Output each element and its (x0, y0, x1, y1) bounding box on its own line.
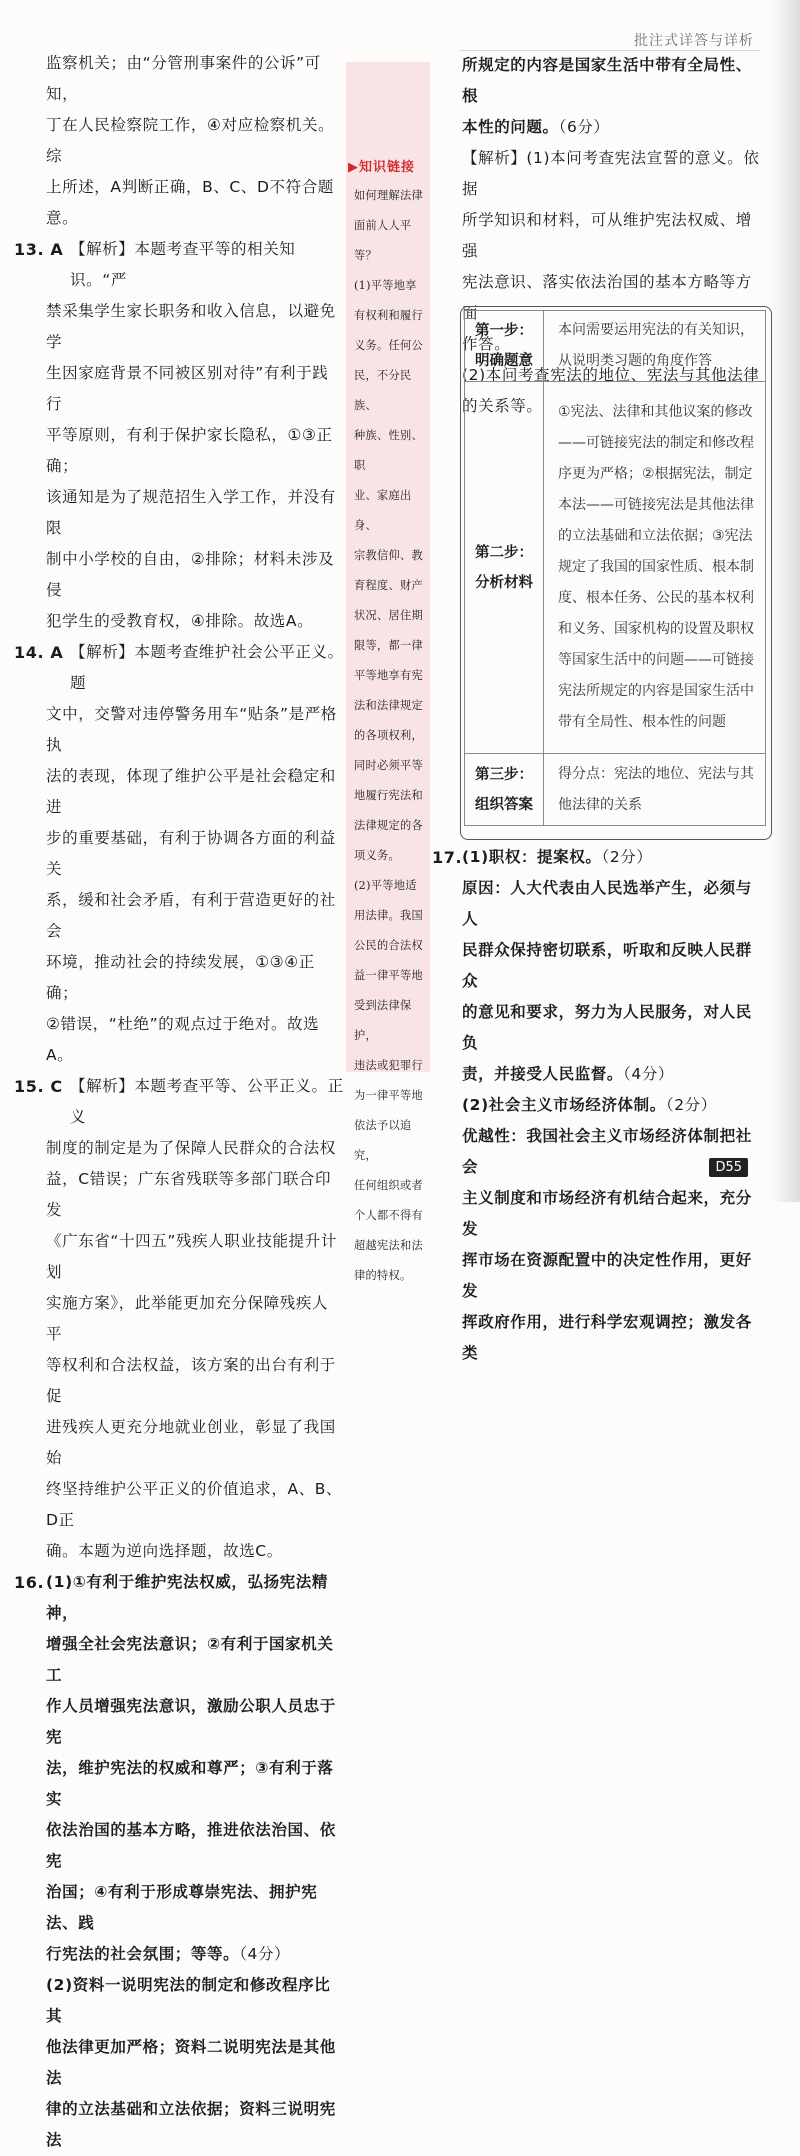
question-15 (14, 1071, 344, 1567)
answer-line: 主义制度和市场经济有机结合起来，充分发 (462, 1189, 752, 1238)
left-column (14, 48, 344, 2156)
step-content: 得分点：宪法的地位、宪法与其他法律的关系 (544, 754, 766, 826)
sidebar-line: (2)平等地适 (354, 879, 417, 892)
answer-line: 所规定的内容是国家生活中带有全局性、根 (462, 56, 752, 105)
table-row (465, 754, 766, 826)
step-label-line: 组织答案 (475, 796, 533, 813)
question-17 (432, 842, 766, 1369)
answer-line: 作人员增强宪法意识，激励公职人员忠于宪 (46, 1697, 336, 1746)
answer-line-with-score (462, 1059, 766, 1090)
answer-line: 确。本题为逆向选择题，故选C。 (46, 1542, 283, 1560)
answer-line: 挥市场在资源配置中的决定性作用，更好发 (462, 1251, 752, 1300)
answer-line: ②错误，“杜绝”的观点过于绝对。故选A。 (46, 1015, 320, 1064)
sidebar-line: 法律规定的各 (354, 819, 423, 832)
answer-line: 治国；④有利于形成尊崇宪法、拥护宪法、践 (46, 1883, 318, 1932)
answer-line: 的意见和要求，努力为人民服务，对人民负 (462, 1003, 752, 1052)
answer-line: 原因：人大代表由人民选举产生，必须与人 (462, 879, 752, 928)
answer-line: (2)资料一说明宪法的制定和修改程序比其 (46, 1976, 331, 2025)
sidebar-line: (1)平等地享 (354, 279, 417, 292)
answer-line: 实施方案》，此举能更加充分保障残疾人平 (46, 1294, 329, 1343)
sidebar-line: 民，不分民族、 (354, 369, 412, 412)
step-label (465, 311, 544, 382)
answer-line: 禁采集学生家长职务和收入信息，以避免学 (46, 302, 336, 351)
sidebar-line: 义务。任何公 (354, 339, 423, 352)
score-label: （4分） (623, 1065, 675, 1083)
answer-steps-table (464, 310, 766, 826)
analysis-line: 宪法意识、落实依法治国的基本方略等方面 (462, 273, 752, 322)
answer-line: 犯学生的受教育权，④排除。故选A。 (46, 612, 314, 630)
answer-line-with-score (46, 1939, 344, 1970)
sidebar-line: 同时必须平等 (354, 759, 423, 772)
sidebar-line: 任何组织或者 (354, 1179, 423, 1192)
page-edge-shadow (770, 0, 800, 1202)
question-14 (14, 637, 344, 1071)
sidebar-line: 公民的合法权 (354, 939, 423, 952)
sidebar-line: 状况、居住期 (354, 609, 423, 622)
answer-line: 【解析】本题考查平等的相关知识。“严 (70, 240, 296, 289)
analysis-line: 的关系等。 (462, 397, 543, 415)
sidebar-line: 个人都不得有 (354, 1209, 423, 1222)
score-label: （6分） (558, 118, 610, 136)
step-label-line: 第一步： (475, 323, 533, 339)
score-label: （2分） (601, 848, 653, 866)
sidebar-line: 项义务。 (354, 849, 400, 862)
analysis-line: (2)本问考查宪法的地位、宪法与其他法律 (462, 366, 760, 384)
step-label-line: 第三步： (475, 766, 533, 783)
answer-line-with-score (462, 112, 762, 143)
answer-line: 系，缓和社会矛盾，有利于营造更好的社会 (46, 891, 336, 940)
answer-line: 责，并接受人民监督。 (462, 1065, 624, 1083)
answer-line: 优越性：我国社会主义市场经济体制把社会 (462, 1127, 752, 1176)
question-13 (14, 234, 344, 637)
answer-line: 进残疾人更充分地就业创业，彰显了我国始 (46, 1418, 336, 1467)
sidebar-line: 法和法律规定 (354, 699, 423, 712)
score-label: （4分） (239, 1945, 291, 1963)
answer-line: 民群众保持密切联系，听取和反映人民群众 (462, 941, 752, 990)
answer-line: 法的表现，体现了维护公平是社会稳定和进 (46, 767, 336, 816)
continuation-line: 监察机关；由“分管刑事案件的公诉”可知， (46, 54, 321, 103)
step-label-line: 分析材料 (475, 574, 533, 591)
analysis-line: 【解析】(1)本问考查宪法宣誓的意义。依据 (462, 149, 760, 198)
step-label (465, 754, 544, 826)
question-14-number: 14. A (14, 643, 64, 662)
answer-line: (1)①有利于维护宪法权威，弘扬宪法精神， (46, 1573, 328, 1622)
answer-line: 本性的问题。 (462, 118, 559, 136)
sidebar-line: 育程度、财产 (354, 579, 423, 592)
answer-line: 他法律更加严格；资料二说明宪法是其他法 (46, 2038, 336, 2087)
question-17-block (432, 842, 766, 1369)
sidebar-line: 用法律。我国 (354, 909, 423, 922)
continuation-line: 上所述，A判断正确，B、C、D不符合题意。 (46, 178, 334, 227)
answer-line: 益，C错误；广东省残联等多部门联合印发 (46, 1170, 332, 1219)
sidebar-line: 种族、性别、职 (354, 429, 423, 472)
answer-line: (1)职权：提案权。 (462, 848, 602, 866)
knowledge-link-sidebar (346, 62, 430, 1282)
page-number: D55 (709, 1158, 748, 1177)
knowledge-link-title: ▶知识链接 (348, 160, 415, 175)
sidebar-line: 受到法律保护， (354, 999, 412, 1042)
continuation-line: 丁在人民检察院工作，④对应检察机关。综 (46, 116, 335, 165)
answer-line-with-score (462, 1090, 766, 1121)
answer-line: 依法治国的基本方略，推进依法治国、依宪 (46, 1821, 336, 1870)
sidebar-line: 如何理解法律 (354, 189, 423, 202)
answer-line: 行宪法的社会氛围；等等。 (46, 1945, 240, 1963)
answer-line: 制中小学校的自由，②排除；材料未涉及侵 (46, 550, 335, 599)
sidebar-line: 为一律平等地 (354, 1089, 423, 1102)
score-label: （2分） (665, 1096, 717, 1114)
question-16 (14, 1567, 344, 2156)
answer-line: 《广东省“十四五”残疾人职业技能提升计划 (46, 1232, 337, 1281)
question-16-number: 16. (14, 1573, 45, 1592)
knowledge-link-body (346, 181, 430, 1291)
answer-line: 增强全社会宪法意识；②有利于国家机关工 (46, 1635, 334, 1684)
table-row (465, 382, 766, 754)
table-row (465, 311, 766, 382)
answer-line: 平等原则，有利于保护家长隐私，①③正确； (46, 426, 333, 475)
answer-line: 【解析】本题考查维护社会公平正义。题 (70, 643, 344, 692)
question-17-number: 17. (432, 848, 463, 867)
answer-line: 制度的制定是为了保障人民群众的合法权 (46, 1139, 336, 1157)
answer-line: 文中，交警对违停警务用车“贴条”是严格执 (46, 705, 337, 754)
answer-line: 该通知是为了规范招生入学工作，并没有限 (46, 488, 336, 537)
sidebar-line: 限等，都一律 (354, 639, 423, 652)
answer-line: 生因家庭背景不同被区别对待”有利于践行 (46, 364, 329, 413)
step-label (465, 382, 544, 754)
answer-line: 终坚持维护公平正义的价值追求，A、B、D正 (46, 1480, 343, 1529)
question-13-number: 13. A (14, 240, 64, 259)
sidebar-line: 业、家庭出身、 (354, 489, 412, 532)
step-content: ①宪法、法律和其他议案的修改——可链接宪法的制定和修改程序更为严格；②根据宪法，制定本法——可链接宪法是其他法律的立法基础和立法依据；③宪法规定了我国的国家性质、根本制度、根本任务、公民的基本权利和义务、国家机构的设置及职权等国家生活中的问题——可链接宪法所规定的内容是国家生活中带有全局性、根本性的问题 (544, 382, 766, 754)
analysis-line: 作答。 (462, 335, 511, 353)
question-15-number: 15. C (14, 1077, 63, 1096)
sidebar-line: 依法予以追究， (354, 1119, 412, 1162)
answer-line: 法，维护宪法的权威和尊严；③有利于落实 (46, 1759, 334, 1808)
answer-line: 【解析】本题考查平等、公平正义。正义 (70, 1077, 344, 1126)
analysis-line: 所学知识和材料，可从维护宪法权威、增强 (462, 211, 752, 260)
sidebar-line: 超越宪法和法 (354, 1239, 423, 1252)
step-content: 本问需要运用宪法的有关知识，从说明类习题的角度作答 (544, 311, 766, 382)
sidebar-line: 面前人人平等？ (354, 219, 412, 262)
sidebar-line: 宗教信仰、教 (354, 549, 423, 562)
answer-line: 律的立法基础和立法依据；资料三说明宪法 (46, 2100, 336, 2149)
answer-line: (2)社会主义市场经济体制。 (462, 1096, 666, 1114)
step-label-line: 第二步： (475, 544, 533, 561)
sidebar-line: 益一律平等地 (354, 969, 423, 982)
sidebar-line: 有权利和履行 (354, 309, 423, 322)
answer-line: 等权利和合法权益，该方案的出台有利于促 (46, 1356, 336, 1405)
answer-line-with-score (462, 842, 766, 873)
step-label-line: 明确题意 (475, 353, 533, 369)
sidebar-line: 的各项权利， (354, 729, 423, 742)
sidebar-line: 平等地享有宪 (354, 669, 423, 682)
page-header-title: 批注式详答与详析 (634, 33, 754, 49)
answer-line: 挥政府作用，进行科学宏观调控；激发各类 (462, 1313, 752, 1362)
sidebar-line: 律的特权。 (354, 1269, 412, 1282)
answer-line: 环境，推动社会的持续发展，①③④正确； (46, 953, 315, 1002)
answer-line: 步的重要基础，有利于协调各方面的利益关 (46, 829, 336, 878)
sidebar-line: 地履行宪法和 (354, 789, 423, 802)
sidebar-line: 违法或犯罪行 (354, 1059, 423, 1072)
